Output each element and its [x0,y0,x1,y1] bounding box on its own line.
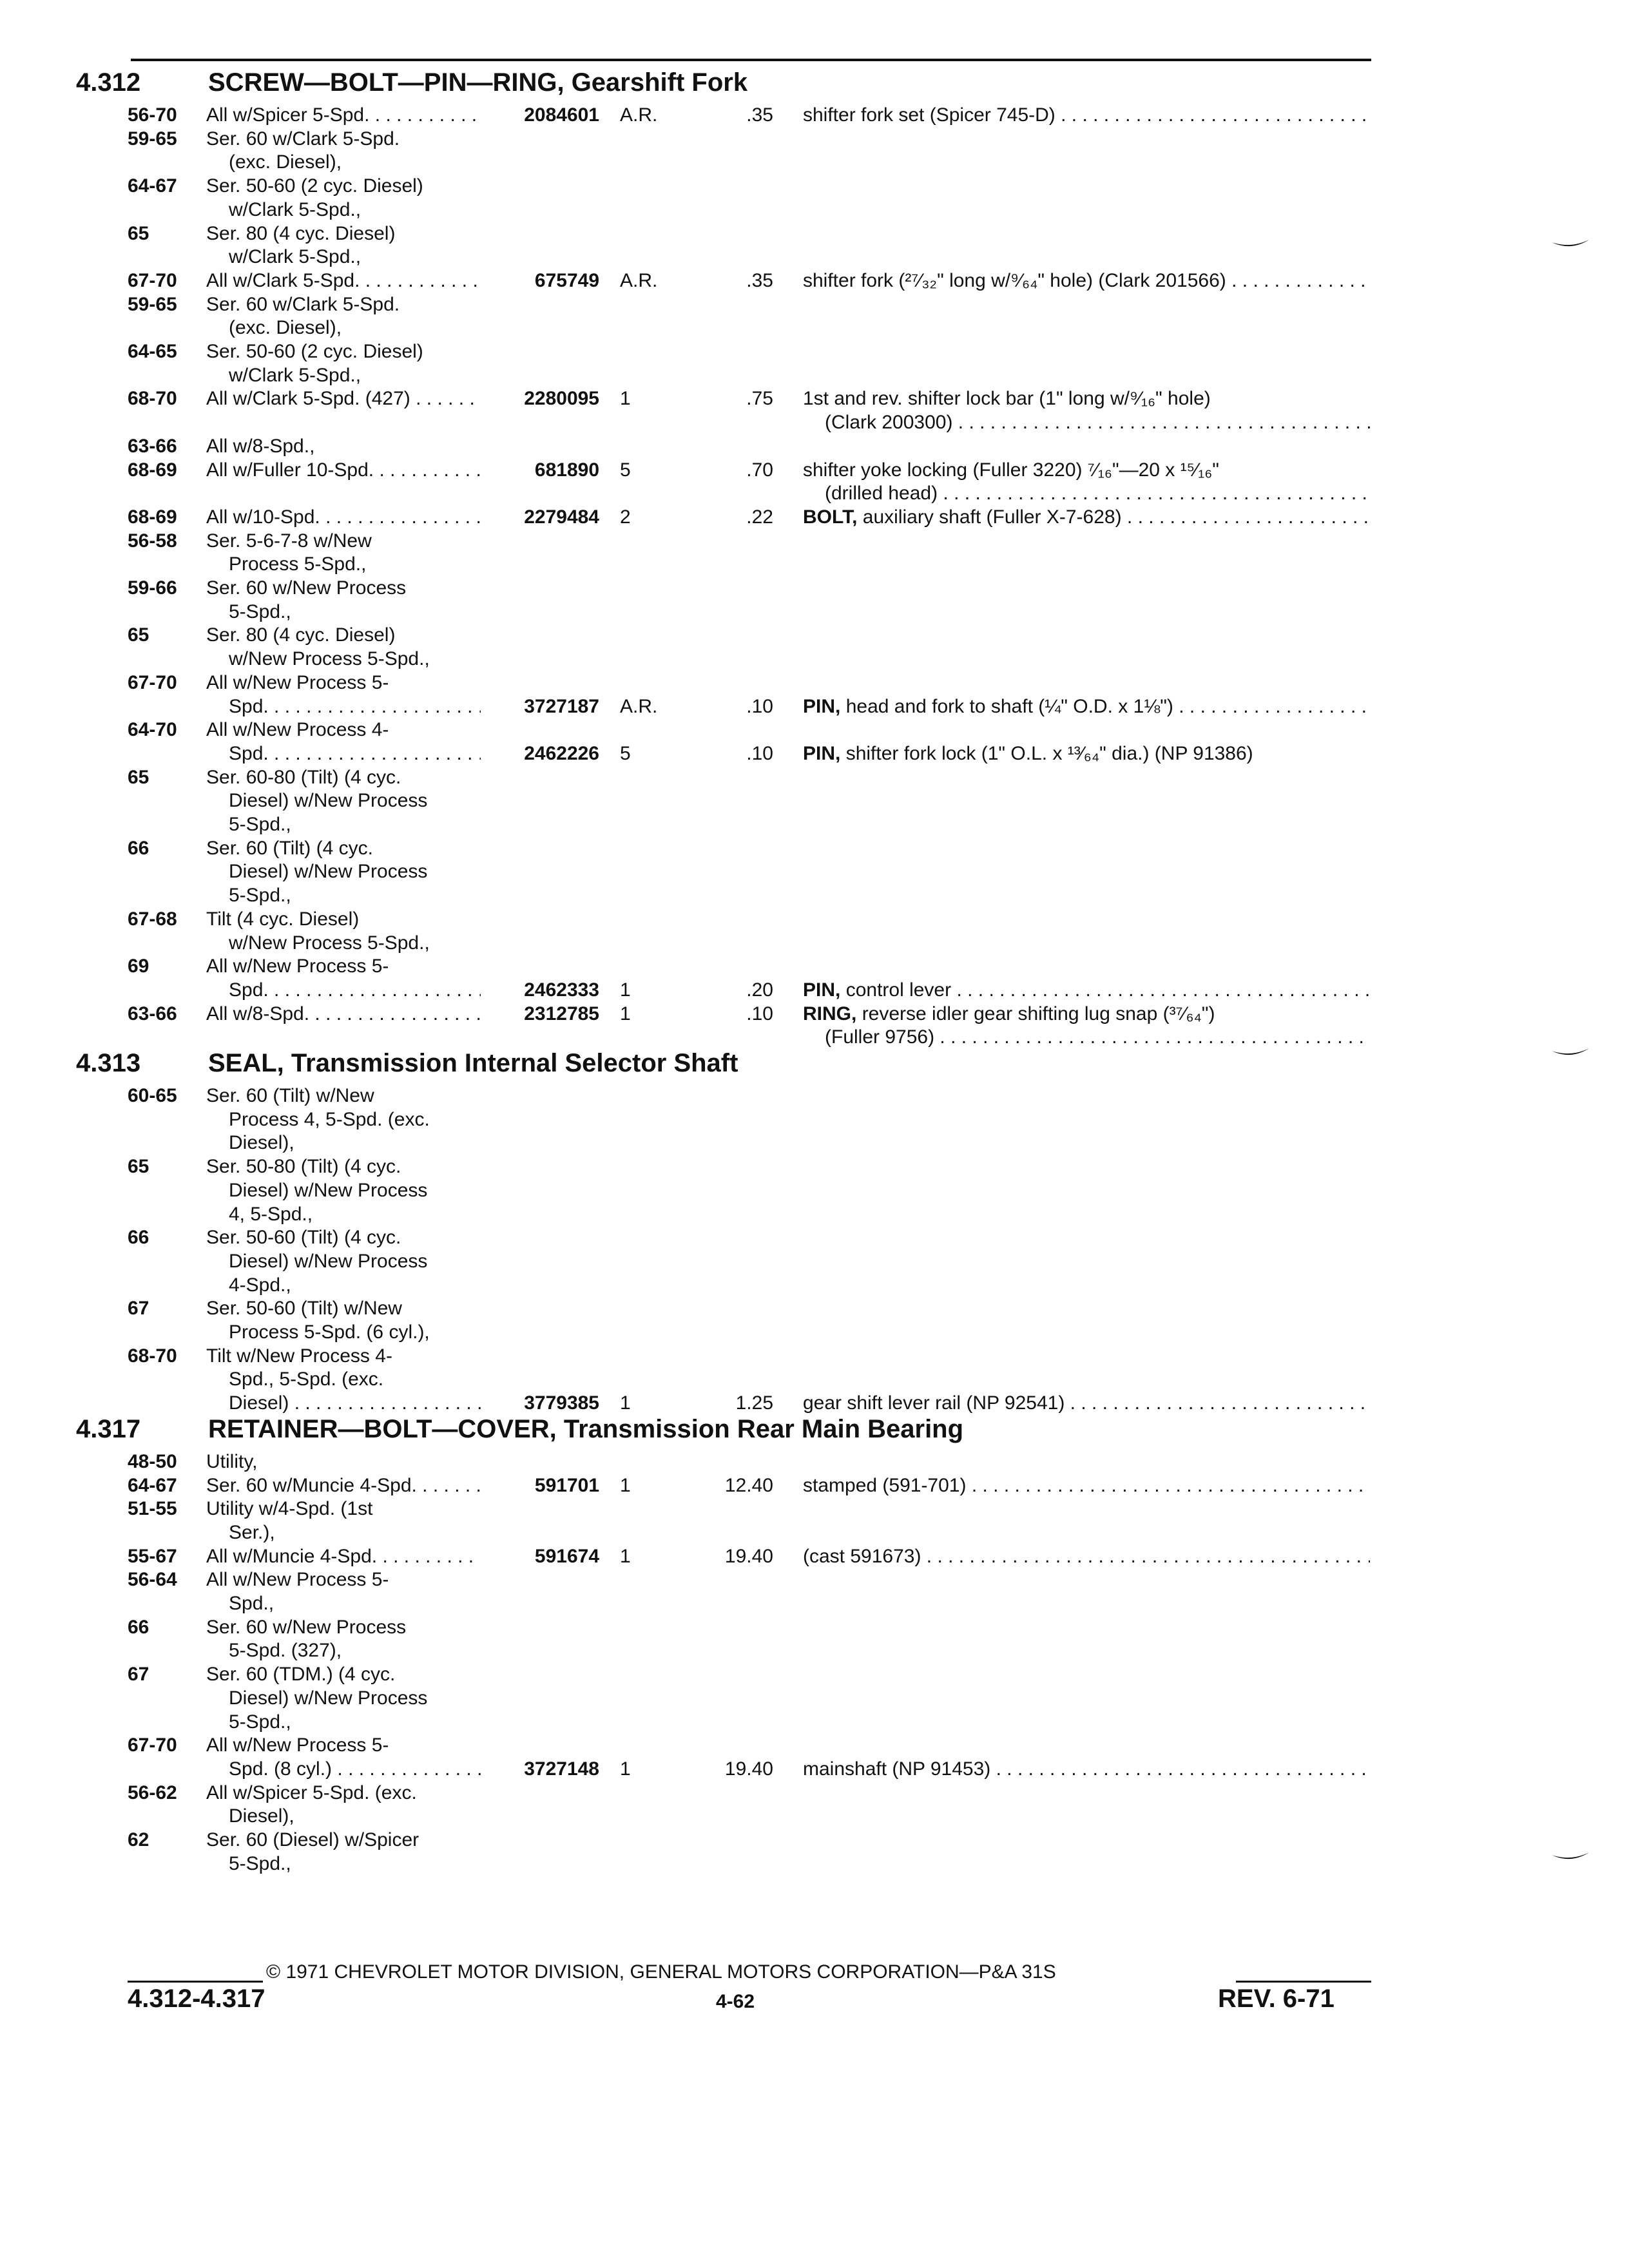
quantity: 1 [620,1003,631,1024]
application-text: Process 5-Spd., [229,553,367,575]
model-years: 56-64 [128,1569,177,1591]
description-text: head and fork to shaft (¼" O.D. x 1⅛") [845,695,1173,717]
table-row [0,671,1629,695]
description-keyword: PIN, [803,742,841,764]
description-text: shifter yoke locking (Fuller 3220) ⁷⁄₁₆"—20 x ¹⁵⁄₁₆" [803,459,1219,481]
application-text: w/Clark 5-Spd., [229,364,361,386]
model-years: 64-65 [128,341,177,362]
footer-rule-left [128,1981,263,1983]
application-text: Spd. . . . [229,742,481,765]
part-number: 2462226 [524,742,599,764]
margin-mark-icon [1552,240,1589,251]
application-text: Tilt (4 cyc. Diesel) [206,908,360,930]
description-text: control lever [845,979,952,1001]
application-text: 5-Spd., [229,885,291,907]
application-text: Diesel), [229,1805,294,1827]
table-row [0,174,1629,198]
price: .10 [746,695,773,717]
description-keyword: RING, [803,1003,857,1024]
table-row [0,1639,1629,1662]
section-title: SCREW—BOLT—PIN—RING, Gearshift Fork [208,68,748,97]
application-text: Process 5-Spd. (6 cyl.), [229,1321,430,1343]
table-row [0,576,1629,600]
part-description [803,103,1370,127]
section-number: 4.312 [76,68,141,97]
table-row [0,1178,1629,1202]
application-text: (exc. Diesel), [229,151,342,173]
part-number: 2279484 [524,506,599,528]
margin-mark-icon [1552,1852,1589,1864]
description-text: reverse idler gear shifting lug snap (³⁷⁄₆₄") [862,1003,1215,1024]
application-text: Spd., 5-Spd. (exc. [229,1369,384,1390]
model-years: 64-70 [128,719,177,741]
table-row [0,1544,1629,1568]
application-text: w/Clark 5-Spd., [229,198,361,220]
application-text: (exc. Diesel), [229,317,342,339]
model-years: 67-70 [128,671,177,693]
table-row [0,1662,1629,1686]
part-number: 2084601 [524,104,599,126]
application-text: Utility, [206,1450,258,1472]
table-row [0,363,1629,387]
table-row [0,1615,1629,1639]
footer-rule-right [1236,1981,1371,1983]
quantity: 1 [620,1545,631,1567]
description-text: 1st and rev. shifter lock bar (1" long w/⁹⁄₁₆" hole) [803,388,1211,410]
table-row [0,1521,1629,1544]
application-text: Utility w/4-Spd. (1st [206,1498,373,1520]
model-years: 48-50 [128,1450,177,1472]
part-description [803,387,1370,410]
part-description [825,1025,1370,1049]
table-row [0,293,1629,316]
revision-label: REV. 6-71 [1218,1984,1335,2013]
application-text: All w/Spicer 5-Spd. . . . [206,103,481,127]
model-years: 64-67 [128,1474,177,1496]
quantity: 1 [620,1474,631,1496]
model-years: 68-69 [128,459,177,481]
model-years: 59-65 [128,293,177,315]
table-row [0,765,1629,789]
quantity: A.R. [620,269,658,291]
application-text: Ser. 60 (TDM.) (4 cyc. [206,1664,396,1686]
table-row [0,860,1629,883]
model-years: 64-67 [128,175,177,197]
quantity: 5 [620,459,631,481]
table-row [0,1131,1629,1155]
part-number: 591701 [534,1474,599,1496]
application-text: Diesel), [229,1132,294,1154]
model-years: 65 [128,1156,149,1178]
application-text: Diesel) w/New Process [229,1179,428,1201]
section-title: RETAINER—BOLT—COVER, Transmission Rear Main Bearing [208,1414,964,1443]
table-row [0,222,1629,245]
application-text: All w/Clark 5-Spd. (427) . . . [206,387,481,410]
application-text: All w/New Process 4- [206,719,389,741]
application-text: All w/Clark 5-Spd. . . . [206,269,481,293]
application-text: 5-Spd. (327), [229,1640,342,1662]
table-row [0,1781,1629,1805]
application-text: Spd. (8 cyl.) . . . [229,1757,481,1781]
model-years: 59-66 [128,577,177,599]
part-description [825,410,1370,434]
application-text: Ser. 5-6-7-8 w/New [206,530,372,552]
section-range: 4.312-4.317 [128,1984,265,2013]
table-row [0,1084,1629,1108]
description-text: stamped (591-701) [803,1474,967,1496]
table-row [0,481,1629,505]
application-text: Ser. 50-60 (Tilt) w/New [206,1298,402,1320]
model-years: 63-66 [128,1003,177,1024]
price: .35 [746,269,773,291]
description-text: mainshaft (NP 91453) [803,1758,991,1780]
part-description [803,1757,1370,1781]
table-row [0,836,1629,860]
application-text: w/Clark 5-Spd., [229,246,361,268]
table-row [0,600,1629,624]
section-number: 4.313 [76,1049,141,1077]
table-row [0,1025,1629,1049]
application-text: Ser. 60 w/New Process [206,577,407,599]
table-row [0,1710,1629,1734]
table-row [0,245,1629,269]
quantity: A.R. [620,104,658,126]
table-row [0,410,1629,434]
application-text: w/New Process 5-Spd., [229,648,430,670]
price: .22 [746,506,773,528]
model-years: 66 [128,1616,149,1638]
application-text: Diesel) w/New Process [229,1687,428,1709]
model-years: 55-67 [128,1545,177,1567]
application-text: Ser. 60 w/Clark 5-Spd. [206,293,400,315]
part-number: 3779385 [524,1392,599,1414]
table-row [0,1202,1629,1226]
section-title: SEAL, Transmission Internal Selector Shaft [208,1049,738,1077]
part-number: 2280095 [524,388,599,410]
model-years: 65 [128,222,149,244]
table-row [0,505,1629,529]
application-text: Ser. 60 w/New Process [206,1616,407,1638]
part-description [803,742,1370,765]
table-row [0,1108,1629,1131]
model-years: 59-65 [128,128,177,149]
model-years: 67 [128,1298,149,1320]
page-number: 4-62 [716,1991,755,2012]
table-row [0,931,1629,955]
application-text: Ser. 50-60 (2 cyc. Diesel) [206,341,423,362]
model-years: 69 [128,956,149,977]
description-text: (Fuller 9756) [825,1026,935,1048]
description-text: shifter fork (²⁷⁄₃₂" long w/⁹⁄₆₄" hole) (Clark 201566) [803,269,1226,291]
section-number: 4.317 [76,1414,141,1443]
model-years: 63-66 [128,435,177,457]
application-text: Ser. 80 (4 cyc. Diesel) [206,624,396,646]
application-text: All w/Muncie 4-Spd. . . . [206,1544,481,1568]
model-years: 60-65 [128,1085,177,1106]
price: .20 [746,979,773,1001]
application-text: Tilt w/New Process 4- [206,1345,392,1367]
table-row [0,1757,1629,1781]
model-years: 68-70 [128,1345,177,1367]
table-row [0,458,1629,482]
application-text: Ser. 50-80 (Tilt) (4 cyc. [206,1156,401,1178]
table-row [0,1249,1629,1273]
table-row [0,127,1629,151]
description-text: shifter fork set (Spicer 745-D) [803,104,1055,126]
table-row [0,789,1629,812]
table-row [0,1852,1629,1876]
part-number: 591674 [534,1545,599,1567]
price: 1.25 [735,1392,773,1414]
quantity: 2 [620,506,631,528]
model-years: 56-70 [128,104,177,126]
application-text: All w/New Process 5- [206,671,389,693]
model-years: 67-68 [128,908,177,930]
table-row [0,742,1629,765]
application-text: Spd. . . . [229,978,481,1002]
model-years: 67-70 [128,269,177,291]
table-row [0,978,1629,1002]
description-text: auxiliary shaft (Fuller X-7-628) [862,506,1122,528]
part-description [803,1474,1370,1497]
table-row [0,1804,1629,1828]
table-row [0,387,1629,410]
part-description [803,1391,1370,1415]
quantity: 5 [620,742,631,764]
price: .70 [746,459,773,481]
table-row [0,623,1629,647]
table-row [0,1391,1629,1415]
part-description [803,695,1370,718]
description-text: shifter fork lock (1" O.L. x ¹³⁄₆₄" dia.) (NP 91386) [845,742,1253,764]
part-description [803,978,1370,1002]
table-row [0,1828,1629,1852]
table-row [0,1320,1629,1344]
table-row [0,812,1629,836]
table-row [0,1733,1629,1757]
application-text: Ser. 60 w/Muncie 4-Spd. . . . [206,1474,481,1497]
quantity: 1 [620,388,631,410]
description-text: (drilled head) [825,483,938,505]
part-number: 2462333 [524,979,599,1001]
table-row [0,1296,1629,1320]
table-row [0,1686,1629,1710]
application-text: 5-Spd., [229,601,291,622]
model-years: 66 [128,1227,149,1249]
model-years: 67-70 [128,1735,177,1756]
application-text: 4-Spd., [229,1274,291,1296]
table-row [0,1155,1629,1178]
application-text: Ser. 50-60 (2 cyc. Diesel) [206,175,423,197]
table-row [0,1568,1629,1591]
table-row [0,647,1629,671]
table-row [0,1367,1629,1391]
quantity: 1 [620,979,631,1001]
table-row [0,883,1629,907]
part-description [803,1002,1370,1026]
application-text: w/New Process 5-Spd., [229,932,430,954]
part-number: 675749 [534,269,599,291]
part-number: 3727148 [524,1758,599,1780]
table-row [0,1225,1629,1249]
application-text: Ser. 60 (Diesel) w/Spicer [206,1829,419,1850]
model-years: 65 [128,766,149,788]
model-years: 68-69 [128,506,177,528]
application-text: Ser. 60 w/Clark 5-Spd. [206,128,400,149]
price: 19.40 [724,1758,773,1780]
application-text: Process 4, 5-Spd. (exc. [229,1108,430,1130]
application-text: All w/Spicer 5-Spd. (exc. [206,1782,417,1803]
application-text: 4, 5-Spd., [229,1203,313,1225]
table-row [0,695,1629,718]
table-row [0,103,1629,127]
table-row [0,269,1629,293]
description-text: gear shift lever rail (NP 92541) [803,1392,1065,1414]
application-text: Spd. . . . [229,695,481,718]
quantity: A.R. [620,695,658,717]
application-text: Ser. 50-60 (Tilt) (4 cyc. [206,1227,401,1249]
application-text: All w/8-Spd., [206,435,315,457]
application-text: All w/Fuller 10-Spd. . . . [206,458,481,482]
table-row [0,316,1629,340]
application-text: All w/New Process 5- [206,1735,389,1756]
quantity: 1 [620,1758,631,1780]
model-years: 51-55 [128,1498,177,1520]
description-keyword: BOLT, [803,506,858,528]
model-years: 62 [128,1829,149,1850]
table-row [0,198,1629,222]
part-description [825,481,1370,505]
model-years: 65 [128,624,149,646]
price: .10 [746,1003,773,1024]
application-text: All w/8-Spd. . . . [206,1002,481,1026]
application-text: 5-Spd., [229,814,291,835]
price: .75 [746,388,773,410]
application-text: All w/New Process 5- [206,1569,389,1591]
model-years: 68-70 [128,388,177,410]
table-row [0,552,1629,576]
table-row [0,1344,1629,1368]
table-row [0,1591,1629,1615]
margin-mark-icon [1552,1048,1589,1060]
table-row [0,1273,1629,1297]
model-years: 67 [128,1664,149,1686]
price: 19.40 [724,1545,773,1567]
application-text: Ser. 80 (4 cyc. Diesel) [206,222,396,244]
table-row [0,340,1629,363]
table-row [0,907,1629,931]
table-row [0,1497,1629,1521]
table-row [0,1474,1629,1497]
table-row [0,954,1629,978]
application-text: Ser. 60-80 (Tilt) (4 cyc. [206,766,401,788]
application-text: Diesel) w/New Process [229,1250,428,1272]
table-row [0,1450,1629,1474]
application-text: 5-Spd., [229,1852,291,1874]
application-text: Ser. 60 (Tilt) (4 cyc. [206,837,373,859]
quantity: 1 [620,1392,631,1414]
application-text: Ser. 60 (Tilt) w/New [206,1085,374,1106]
top-rule [131,59,1371,61]
part-description [803,505,1370,529]
copyright-line: © 1971 CHEVROLET MOTOR DIVISION, GENERAL MOTORS CORPORATION—P&A 31S [266,1961,1056,1983]
part-description [803,269,1370,293]
table-row [0,150,1629,174]
application-text: Ser.), [229,1521,275,1543]
price: 12.40 [724,1474,773,1496]
table-row [0,1002,1629,1026]
price: .35 [746,104,773,126]
application-text: Diesel) w/New Process [229,790,428,812]
application-text: 5-Spd., [229,1711,291,1733]
model-years: 56-62 [128,1782,177,1803]
application-text: Diesel) . . . [229,1391,481,1415]
part-number: 3727187 [524,695,599,717]
model-years: 56-58 [128,530,177,552]
part-description [803,458,1370,482]
model-years: 66 [128,837,149,859]
description-keyword: PIN, [803,695,841,717]
part-description [803,1544,1370,1568]
application-text: Spd., [229,1593,275,1614]
application-text: All w/10-Spd. . . . [206,505,481,529]
table-row [0,529,1629,553]
part-number: 2312785 [524,1003,599,1024]
description-keyword: PIN, [803,979,841,1001]
description-text: (cast 591673) [803,1545,921,1567]
price: .10 [746,742,773,764]
description-text: (Clark 200300) [825,412,953,434]
application-text: All w/New Process 5- [206,956,389,977]
application-text: Diesel) w/New Process [229,861,428,883]
table-row [0,718,1629,742]
table-row [0,434,1629,458]
part-number: 681890 [534,459,599,481]
